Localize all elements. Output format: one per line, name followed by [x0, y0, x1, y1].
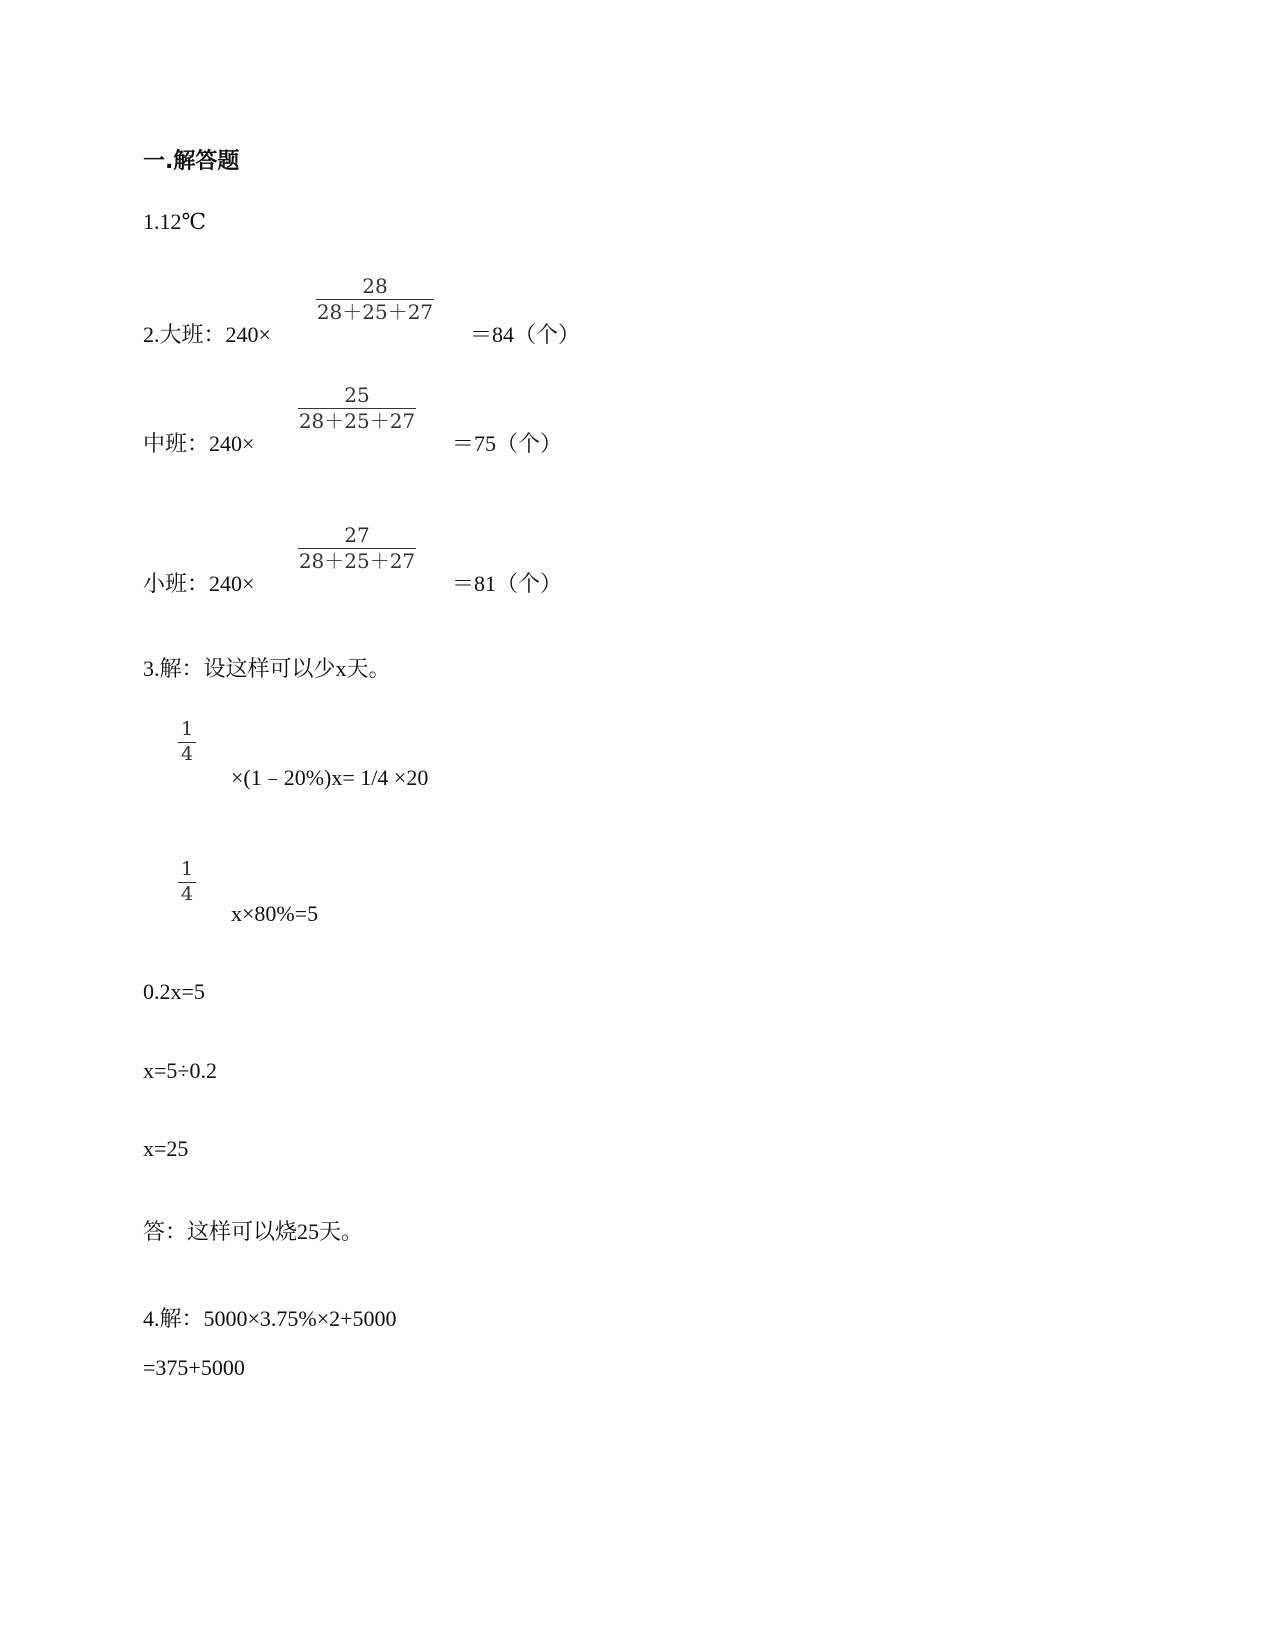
fraction-denominator: 28＋25＋27 [316, 300, 434, 324]
fraction-denominator: 4 [180, 883, 194, 905]
q1-answer: 1.12℃ [143, 209, 207, 234]
q3-intro: 3.解：设这样可以少x天。 [143, 656, 391, 681]
fraction-numerator: 1 [180, 718, 194, 740]
fraction-numerator: 28 [362, 274, 388, 298]
fraction-denominator: 4 [180, 743, 194, 765]
q2-row2-prefix: 中班：240× [143, 431, 255, 456]
q2-row2-fraction [298, 384, 416, 432]
q3-step2: x=5÷0.2 [143, 1058, 217, 1083]
q3-eq1-fraction [178, 719, 196, 765]
q3-eq2-fraction [178, 859, 196, 905]
q3-eq2-text: x×80%=5 [231, 901, 319, 926]
q2-row1-prefix: 2.大班：240× [143, 322, 271, 347]
q2-row3-fraction [298, 524, 416, 572]
q2-row2-result: ＝75（个） [452, 431, 563, 456]
q2-row3-result: ＝81（个） [452, 571, 563, 596]
q3-step3: x=25 [143, 1136, 189, 1161]
section-title: 一.解答题 [143, 149, 240, 174]
q3-eq1-text: ×(1﹣20%)x= 1/4 ×20 [231, 765, 429, 790]
q2-row3-prefix: 小班：240× [143, 571, 255, 596]
q2-row1-result: ＝84（个） [470, 322, 581, 347]
q3-step1: 0.2x=5 [143, 979, 205, 1004]
fraction-denominator: 28＋25＋27 [298, 549, 416, 573]
fraction-numerator: 1 [180, 858, 194, 880]
q3-answer: 答：这样可以烧25天。 [143, 1219, 364, 1244]
fraction-numerator: 27 [344, 523, 370, 547]
q4-line1: 4.解：5000×3.75%×2+5000 [143, 1306, 397, 1331]
fraction-denominator: 28＋25＋27 [298, 409, 416, 433]
q2-row1-fraction [316, 275, 434, 323]
q4-line2: =375+5000 [143, 1355, 245, 1380]
fraction-numerator: 25 [344, 383, 370, 407]
